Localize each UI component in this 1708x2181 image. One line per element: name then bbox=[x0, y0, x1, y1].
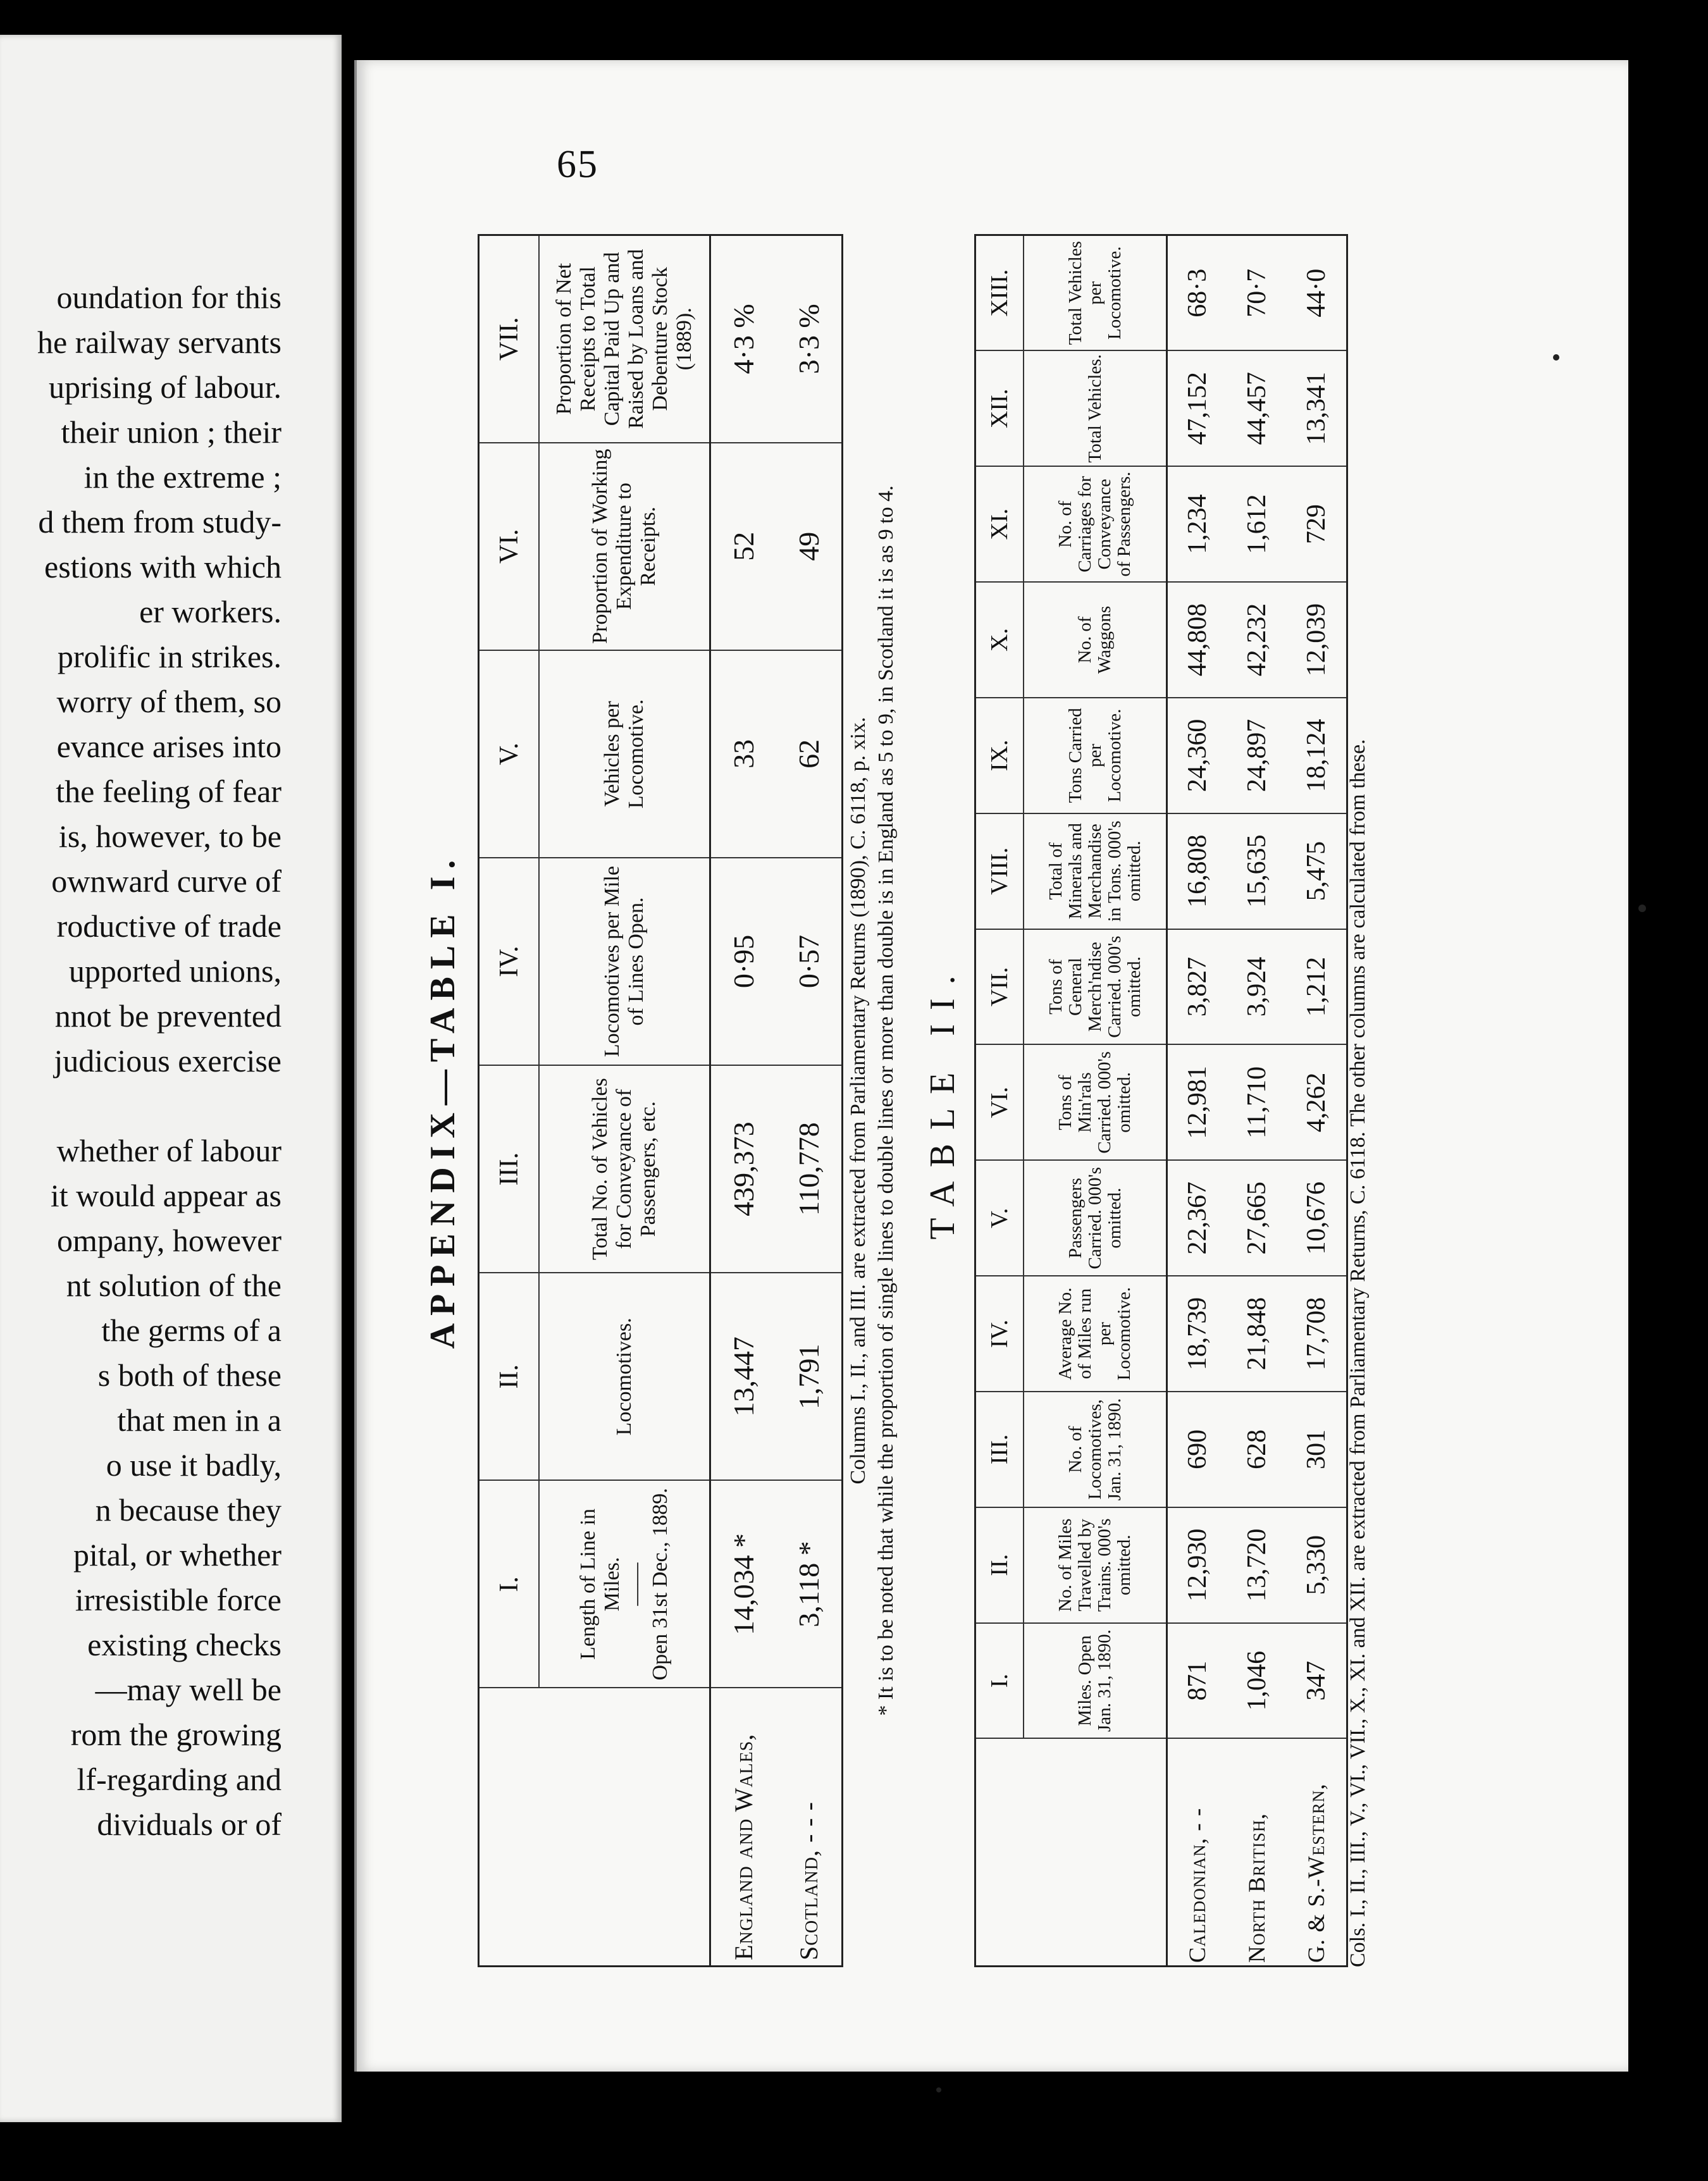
table1-roman: II. bbox=[479, 1273, 540, 1480]
table1-roman: I. bbox=[479, 1480, 540, 1688]
table2-col-header: No. of Locomotives, Jan. 31, 1890. bbox=[1024, 1392, 1167, 1507]
table2-roman: XII. bbox=[975, 350, 1024, 466]
table-cell: 12,039 bbox=[1287, 582, 1347, 698]
page-number: 65 bbox=[557, 143, 598, 186]
table1-col-header: Total No. of Vehicles for Conveyance of Passengers, etc. bbox=[539, 1065, 710, 1273]
left-page bbox=[0, 35, 342, 2122]
left-page-line: oundation for this bbox=[56, 280, 282, 315]
left-page-line: uprising of labour. bbox=[48, 369, 282, 405]
table-cell: 5,475 bbox=[1287, 813, 1347, 929]
table2-roman: I. bbox=[975, 1623, 1024, 1739]
table2-roman: XI. bbox=[975, 466, 1024, 582]
left-page-text bbox=[0, 275, 282, 1847]
table-cell: 301 bbox=[1287, 1392, 1347, 1507]
table-row bbox=[1287, 235, 1347, 1967]
table1-notes bbox=[845, 234, 900, 1967]
left-page-line: existing checks bbox=[87, 1627, 282, 1662]
table1-roman-row bbox=[479, 235, 540, 1967]
table-cell: 47,152 bbox=[1167, 350, 1228, 466]
table-cell: 628 bbox=[1227, 1392, 1287, 1507]
table-cell: 1,612 bbox=[1227, 466, 1287, 582]
table1-title: APPENDIX—TABLE I. bbox=[423, 852, 462, 1349]
table-cell: 18,124 bbox=[1287, 698, 1347, 813]
source-note: Cols. I., II., III., V., VI., VII., X., XI. and XII. are extracted from Parliamentary Returns, C. 6118. The other columns are calculated from these. bbox=[1346, 739, 1370, 1967]
table2-roman: III. bbox=[975, 1392, 1024, 1507]
row-label: Caledonian, - - bbox=[1184, 1807, 1211, 1963]
table2-col-header: Tons Carried per Locomotive. bbox=[1024, 698, 1167, 813]
row-label: North British, bbox=[1244, 1813, 1270, 1963]
table-cell: 1,791 bbox=[776, 1273, 843, 1480]
table-cell: 44·0 bbox=[1287, 235, 1347, 351]
table2-roman: X. bbox=[975, 582, 1024, 698]
table2-roman: V. bbox=[975, 1160, 1024, 1276]
left-page-line: worry of them, so bbox=[56, 684, 282, 719]
table-cell: 27,665 bbox=[1227, 1160, 1287, 1276]
table-cell: 3·3 % bbox=[776, 235, 843, 443]
table-cell: 729 bbox=[1287, 466, 1347, 582]
table2-col-header: Tons of Min'rals Carried. 000's omitted. bbox=[1024, 1044, 1167, 1160]
table1-roman: VI. bbox=[479, 443, 540, 650]
left-page-line: it would appear as bbox=[50, 1178, 282, 1213]
left-page-line: dividuals or of bbox=[97, 1807, 282, 1842]
table2-roman: VI. bbox=[975, 1044, 1024, 1160]
rotated-content bbox=[418, 234, 1385, 1967]
left-page-line: ownward curve of bbox=[51, 863, 282, 899]
table2-col-header: Total Vehicles per Locomotive. bbox=[1024, 235, 1167, 351]
left-page-line: irresistible force bbox=[75, 1582, 282, 1617]
table-row bbox=[1227, 235, 1287, 1967]
ink-speck bbox=[1638, 905, 1646, 912]
left-page-line: rom the growing bbox=[70, 1717, 282, 1752]
table1-col-header: Proportion of Working Expenditure to Receipts. bbox=[539, 443, 710, 650]
table1-col-header: Length of Line in Miles. —— Open 31st Dec., 1889. bbox=[539, 1480, 710, 1688]
row-label: G. & S.-Western, bbox=[1303, 1783, 1330, 1963]
table2-col-header: No. of Carriages for Conveyance of Passengers. bbox=[1024, 466, 1167, 582]
table-cell: 18,739 bbox=[1167, 1276, 1228, 1392]
table-cell: 0·95 bbox=[710, 858, 777, 1065]
left-page-line: is, however, to be bbox=[58, 819, 282, 854]
table-cell: 17,708 bbox=[1287, 1276, 1347, 1392]
table-row bbox=[1167, 235, 1228, 1967]
table-cell: 62 bbox=[776, 650, 843, 858]
table-cell: 690 bbox=[1167, 1392, 1228, 1507]
table-cell: 24,897 bbox=[1227, 698, 1287, 813]
table-cell: 0·57 bbox=[776, 858, 843, 1065]
table-cell: 439,373 bbox=[710, 1065, 777, 1273]
table-cell: 68·3 bbox=[1167, 235, 1228, 351]
table2-col-header: Miles. Open Jan. 31, 1890. bbox=[1024, 1623, 1167, 1739]
left-page-line: their union ; their bbox=[61, 414, 282, 450]
left-page-line: evance arises into bbox=[56, 729, 282, 764]
table2-col-header: Total of Minerals and Merchandise in Tons. 000's omitted. bbox=[1024, 813, 1167, 929]
ink-speck bbox=[1553, 354, 1559, 361]
table-cell: 12,981 bbox=[1167, 1044, 1228, 1160]
table-cell: 1,046 bbox=[1227, 1623, 1287, 1739]
left-page-line: nt solution of the bbox=[66, 1268, 282, 1303]
table2-roman: VIII. bbox=[975, 813, 1024, 929]
left-page-line: upported unions, bbox=[68, 953, 282, 989]
table1-col-header: Proportion of Net Receipts to Total Capital Paid Up and Raised by Loans and Debenture Stock (1889). bbox=[539, 235, 710, 443]
table1-roman: III. bbox=[479, 1065, 540, 1273]
table1-col-header: Locomotives per Mile of Lines Open. bbox=[539, 858, 710, 1065]
left-page-line: whether of labour bbox=[56, 1133, 282, 1168]
table-cell: 33 bbox=[710, 650, 777, 858]
table2-col-header: Passengers Carried. 000's omitted. bbox=[1024, 1160, 1167, 1276]
table1 bbox=[478, 234, 843, 1967]
table2-col-header: Total Vehicles. bbox=[1024, 350, 1167, 466]
table-cell: 13,720 bbox=[1227, 1507, 1287, 1623]
table-cell: 10,676 bbox=[1287, 1160, 1347, 1276]
table-cell: 22,367 bbox=[1167, 1160, 1228, 1276]
table-cell: 44,457 bbox=[1227, 350, 1287, 466]
left-page-line: ompany, however bbox=[57, 1223, 282, 1258]
table2-roman: IX. bbox=[975, 698, 1024, 813]
table1-col-header: Locomotives. bbox=[539, 1273, 710, 1480]
table1-col-header: Vehicles per Locomotive. bbox=[539, 650, 710, 858]
table-cell: 871 bbox=[1167, 1623, 1228, 1739]
left-page-line: —may well be bbox=[95, 1672, 282, 1707]
table-cell: 110,778 bbox=[776, 1065, 843, 1273]
left-page-line: roductive of trade bbox=[56, 908, 282, 944]
table2-roman: IV. bbox=[975, 1276, 1024, 1392]
left-page-line: the feeling of fear bbox=[56, 774, 282, 809]
table2-col-header: Tons of General Merch'ndise Carried. 000's omitted. bbox=[1024, 929, 1167, 1045]
table-cell: 16,808 bbox=[1167, 813, 1228, 929]
left-page-line bbox=[0, 1084, 282, 1128]
footnote-line: * It is to be noted that while the proportion of single lines to double lines or more than double is in England as 5 to 9, in Scotland it is as 9 to 4. bbox=[874, 485, 898, 1716]
table-cell: 1,234 bbox=[1167, 466, 1228, 582]
table-cell: 14,034 * bbox=[710, 1480, 777, 1688]
row-label: England and Wales, bbox=[729, 1733, 758, 1960]
table2-roman: II. bbox=[975, 1507, 1024, 1623]
table2-col-header: No. of Waggons bbox=[1024, 582, 1167, 698]
table-cell: 4,262 bbox=[1287, 1044, 1347, 1160]
left-page-line: s both of these bbox=[97, 1357, 282, 1393]
table1-roman: VII. bbox=[479, 235, 540, 443]
table-cell: 3,924 bbox=[1227, 929, 1287, 1045]
left-page-line: nnot be prevented bbox=[54, 998, 282, 1034]
table-cell: 3,827 bbox=[1167, 929, 1228, 1045]
table2-col-header: No. of Miles Travelled by Trains. 000's omitted. bbox=[1024, 1507, 1167, 1623]
left-page-line: he railway servants bbox=[37, 324, 282, 360]
table-cell: 3,118 * bbox=[776, 1480, 843, 1688]
table-cell: 42,232 bbox=[1227, 582, 1287, 698]
left-page-line: prolific in strikes. bbox=[57, 639, 282, 674]
left-page-line: in the extreme ; bbox=[84, 459, 282, 495]
left-page-line: estions with which bbox=[44, 549, 282, 584]
table2-title: TABLE II. bbox=[923, 961, 962, 1240]
table-cell: 5,330 bbox=[1287, 1507, 1347, 1623]
table2-corner-cell bbox=[1024, 1739, 1167, 1967]
table2-col-header: Average No. of Miles run per Locomotive. bbox=[1024, 1276, 1167, 1392]
table-row bbox=[776, 235, 843, 1967]
table-row bbox=[710, 235, 777, 1967]
left-page-line: o use it badly, bbox=[106, 1447, 282, 1483]
table-cell: 4·3 % bbox=[710, 235, 777, 443]
left-page-line: n because they bbox=[95, 1492, 282, 1528]
table-cell: 21,848 bbox=[1227, 1276, 1287, 1392]
table-cell: 24,360 bbox=[1167, 698, 1228, 813]
left-page-line: lf-regarding and bbox=[77, 1762, 282, 1797]
table-cell: 52 bbox=[710, 443, 777, 650]
table2-roman: XIII. bbox=[975, 235, 1024, 351]
table2-roman-row bbox=[975, 235, 1024, 1967]
table-cell: 70·7 bbox=[1227, 235, 1287, 351]
table1-roman: IV. bbox=[479, 858, 540, 1065]
table2 bbox=[974, 234, 1348, 1967]
row-label: Scotland, - - - bbox=[795, 1801, 823, 1960]
table2-roman: VII. bbox=[975, 929, 1024, 1045]
table-cell: 13,447 bbox=[710, 1273, 777, 1480]
table1-header-row bbox=[539, 235, 710, 1967]
left-page-line: d them from study- bbox=[38, 504, 282, 540]
table-cell: 12,930 bbox=[1167, 1507, 1228, 1623]
left-page-line: the germs of a bbox=[101, 1313, 282, 1348]
table1-corner-cell bbox=[539, 1688, 710, 1967]
ink-speck bbox=[936, 2087, 941, 2092]
left-page-line: pital, or whether bbox=[73, 1537, 282, 1572]
table2-corner bbox=[975, 1739, 1024, 1967]
table-cell: 11,710 bbox=[1227, 1044, 1287, 1160]
table-cell: 347 bbox=[1287, 1623, 1347, 1739]
table-cell: 13,341 bbox=[1287, 350, 1347, 466]
left-page-line: that men in a bbox=[117, 1402, 282, 1438]
table2-header-row bbox=[1024, 235, 1167, 1967]
table-cell: 44,808 bbox=[1167, 582, 1228, 698]
note-line: Columns I., II., and III. are extracted from Parliamentary Returns (1890), C. 6118, p. xix. bbox=[846, 717, 870, 1485]
left-page-line: er workers. bbox=[139, 594, 282, 629]
table-cell: 1,212 bbox=[1287, 929, 1347, 1045]
table-cell: 15,635 bbox=[1227, 813, 1287, 929]
left-page-line: judicious exercise bbox=[54, 1043, 282, 1078]
table1-corner bbox=[479, 1688, 540, 1967]
table1-roman: V. bbox=[479, 650, 540, 858]
table-cell: 49 bbox=[776, 443, 843, 650]
